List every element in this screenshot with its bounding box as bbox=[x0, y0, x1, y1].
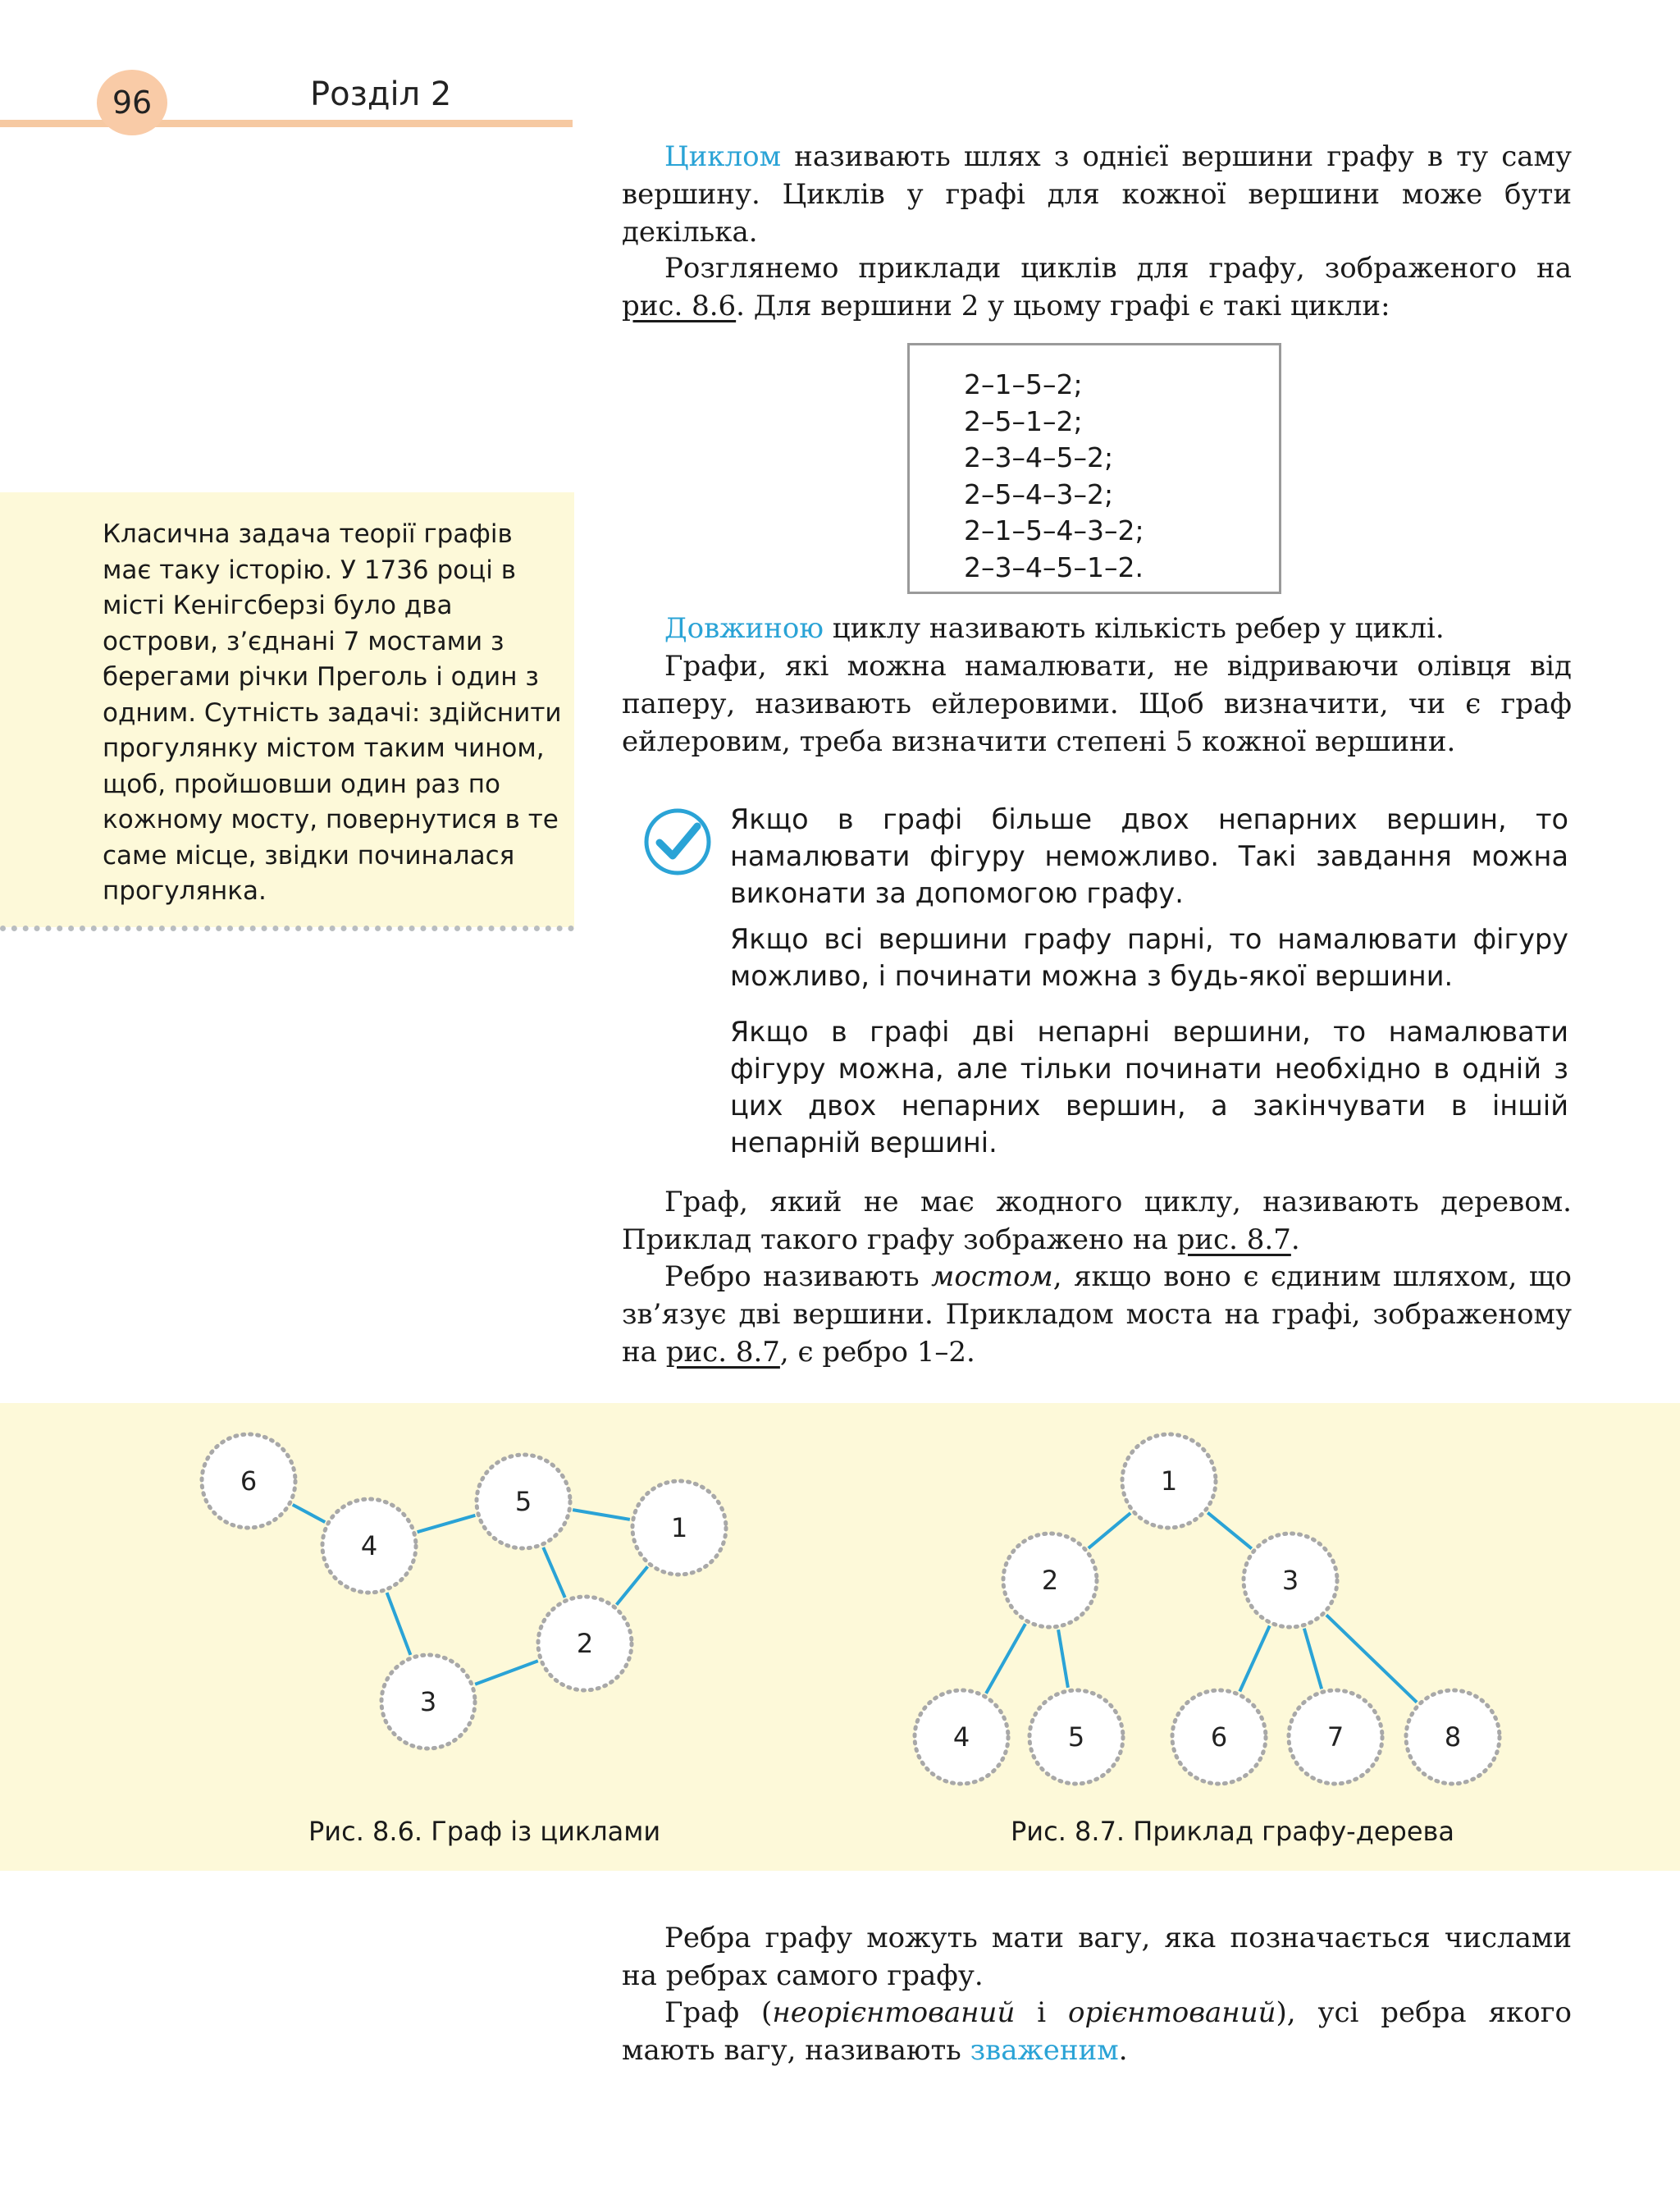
figure-link-8-7[interactable]: рис. 8.7 bbox=[665, 1336, 780, 1369]
fig87-node-label-6: 6 bbox=[1210, 1721, 1228, 1753]
cycle-item: 2–5–1–2; bbox=[964, 405, 1083, 437]
fig86-edge-5-1 bbox=[573, 1510, 630, 1520]
term-weighted: зваженим bbox=[970, 2034, 1119, 2067]
page-number: 96 bbox=[112, 85, 153, 121]
fig86-nodes bbox=[202, 1434, 726, 1748]
section-title: Розділ 2 bbox=[310, 75, 452, 113]
fig86-node-label-1: 1 bbox=[670, 1512, 688, 1543]
sidebar-dotted-divider bbox=[0, 926, 574, 931]
paragraph-cycles-example bbox=[622, 249, 1572, 325]
page-number-badge bbox=[97, 70, 167, 135]
paragraph-text: , якщо воно є єдиним шляхом, що зв’язує дві вершини. Прикладом моста на графі, зображеному на bbox=[622, 1260, 1572, 1369]
paragraph-weighted-graph bbox=[622, 1994, 1572, 2069]
fig87-edge-3-6 bbox=[1239, 1626, 1269, 1692]
fig86-node-label-4: 4 bbox=[360, 1530, 378, 1561]
paragraph-text: Розглянемо приклади циклів для графу, зображеного на bbox=[664, 252, 1572, 285]
term-cycle: Циклом bbox=[664, 140, 782, 173]
paragraph-text: називають шлях з однієї вершини графу в ту саму вершину. Циклів у графі для кожної вершини може бути декілька. bbox=[622, 140, 1572, 249]
cycle-item: 2–3–4–5–1–2. bbox=[964, 551, 1144, 583]
fig87-node-label-3: 3 bbox=[1281, 1565, 1299, 1596]
fig86-node-label-5: 5 bbox=[514, 1486, 532, 1517]
paragraph-text: . Для вершини 2 у цьому графі є такі цикли: bbox=[736, 290, 1390, 322]
checkmark-icon bbox=[641, 806, 714, 878]
paragraph-text: . bbox=[1118, 2034, 1128, 2067]
paragraph-text: Граф, який не має жодного циклу, називають деревом. Приклад такого графу зображено на bbox=[622, 1186, 1572, 1256]
rule-odd-vertices: Якщо в графі більше двох непарних вершин, то намалювати фігуру неможливо. Такі завдання можна виконати за допомогою графу. bbox=[730, 803, 1568, 909]
fig86-node-label-3: 3 bbox=[419, 1686, 437, 1717]
paragraph-cycle-length bbox=[622, 610, 1572, 647]
sidebar-note-text: Класична задача теорії графів має таку історію. У 1736 році в місті Кенігсберзі було два острови, з’єднані 7 мостами з берегами річки Преголь і один з одним. Сутність задачі: здійснити прогулянку містом таким чином, щоб, пройшовши один раз по кожному мосту, повернутися в те саме місце, звідки починалася прогулянка. bbox=[103, 519, 562, 906]
cycle-item: 2–5–4–3–2; bbox=[964, 478, 1114, 510]
fig86-edge-1-2 bbox=[617, 1566, 648, 1604]
paragraph-tree bbox=[622, 1183, 1572, 1259]
figure-link-8-6[interactable]: рис. 8.6 bbox=[622, 290, 737, 322]
fig86-edge-6-4 bbox=[293, 1505, 326, 1522]
paragraph-bridge bbox=[622, 1258, 1572, 1371]
paragraph-text: Ребро називають bbox=[664, 1260, 932, 1293]
term-undirected: неорієнтований bbox=[772, 1996, 1016, 2029]
fig87-node-label-2: 2 bbox=[1041, 1565, 1059, 1596]
fig87-node-label-5: 5 bbox=[1067, 1721, 1085, 1753]
fig87-node-label-4: 4 bbox=[952, 1721, 970, 1753]
figure-caption-8-7: Рис. 8.7. Приклад графу-дерева bbox=[1011, 1816, 1454, 1847]
cycle-item: 2–1–5–4–3–2; bbox=[964, 514, 1144, 546]
fig87-edge-2-5 bbox=[1058, 1630, 1068, 1688]
fig86-node-label-2: 2 bbox=[576, 1628, 594, 1659]
cycles-list-box bbox=[907, 343, 1281, 594]
paragraph-weights bbox=[622, 1919, 1572, 1995]
paragraph-text: . bbox=[1290, 1223, 1300, 1256]
fig87-node-label-8: 8 bbox=[1444, 1721, 1462, 1753]
paragraph-text: циклу називають кількість ребер у циклі. bbox=[823, 612, 1445, 645]
fig87-edge-2-4 bbox=[986, 1624, 1025, 1694]
paragraph-eulerian bbox=[622, 647, 1572, 761]
paragraph-cycle-definition bbox=[622, 138, 1572, 251]
fig87-edge-3-7 bbox=[1304, 1629, 1322, 1689]
fig87-node-label-1: 1 bbox=[1160, 1465, 1178, 1497]
graph-figures bbox=[0, 1403, 1680, 1871]
rule-even-vertices: Якщо всі вершини графу парні, то намалювати фігуру можливо, і починати можна з будь-якої вершини. bbox=[730, 923, 1568, 992]
paragraph-text: Ребра графу можуть мати вагу, яка позначається числами на ребрах самого графу. bbox=[622, 1922, 1572, 1992]
cycle-item: 2–1–5–2; bbox=[964, 368, 1083, 400]
rule-two-odd-vertices: Якщо в графі дві непарні вершини, то намалювати фігуру можна, але тільки починати необхідно в одній з цих двох непарних вершин, а закінчувати в іншій непарній вершині. bbox=[730, 1016, 1568, 1159]
cycle-item: 2–3–4–5–2; bbox=[964, 441, 1114, 473]
fig87-edge-1-2 bbox=[1089, 1513, 1130, 1548]
fig86-edge-4-3 bbox=[387, 1593, 411, 1655]
term-bridge: мостом bbox=[931, 1260, 1053, 1293]
figure-caption-8-6: Рис. 8.6. Граф із циклами bbox=[308, 1816, 661, 1847]
figure-link-8-7[interactable]: рис. 8.7 bbox=[1176, 1223, 1291, 1256]
paragraph-text: , є ребро 1–2. bbox=[779, 1336, 975, 1369]
fig86-edge-5-2 bbox=[543, 1547, 564, 1598]
paragraph-text: і bbox=[1015, 1996, 1068, 2029]
term-directed: орієнтований bbox=[1067, 1996, 1276, 2029]
paragraph-text: Граф ( bbox=[664, 1996, 773, 2029]
fig86-edge-4-5 bbox=[418, 1515, 476, 1532]
paragraph-text: ), усі ребра якого мають вагу, називають bbox=[622, 1996, 1572, 2067]
term-length: Довжиною bbox=[664, 612, 824, 645]
fig86-node-label-6: 6 bbox=[240, 1465, 258, 1497]
fig87-nodes bbox=[915, 1434, 1500, 1784]
paragraph-text: Графи, які можна намалювати, не відриваючи олівця від паперу, називають ейлеровими. Щоб визначити, чи є граф ейлеровим, треба визначити степені 5 кожної вершини. bbox=[622, 650, 1572, 758]
header-divider bbox=[0, 120, 573, 127]
fig87-node-label-7: 7 bbox=[1326, 1721, 1344, 1753]
fig86-edge-3-2 bbox=[475, 1661, 538, 1684]
fig87-edge-1-3 bbox=[1208, 1513, 1252, 1549]
